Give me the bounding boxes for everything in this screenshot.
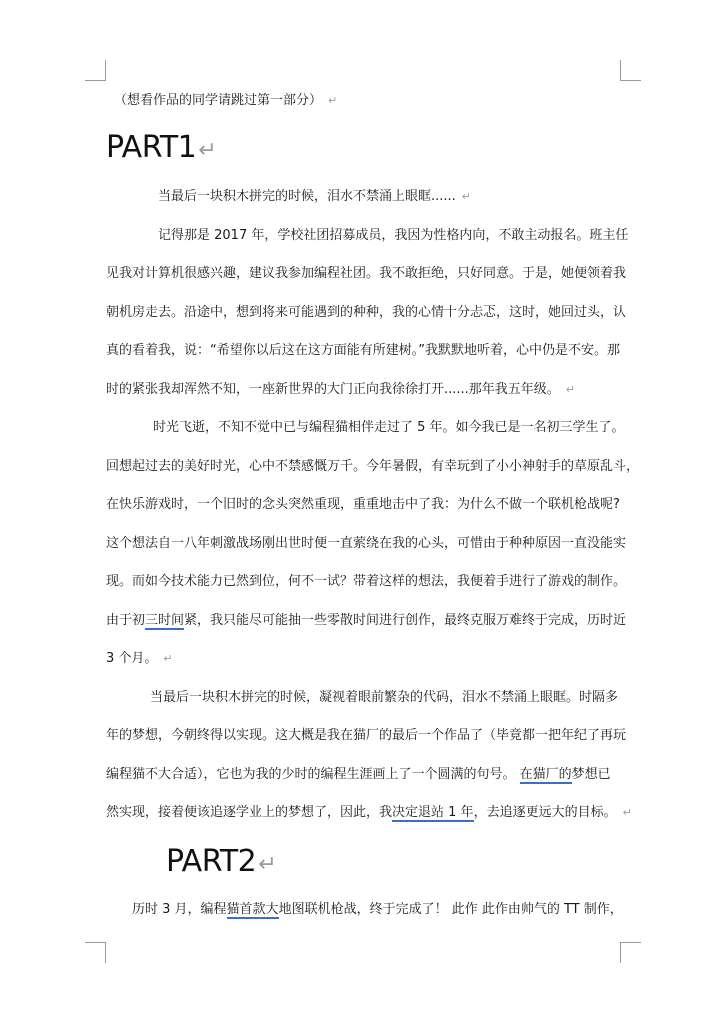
- grammar-underline[interactable]: 猫首款大: [226, 902, 279, 917]
- paragraph-4-line-4: [106, 803, 632, 823]
- paragraph-1: [158, 187, 471, 207]
- paragraph-4-line-2: 年的梦想，今朝终得以实现。这大概是我在猫厂的最后一个作品了（毕竟都一把年纪了再玩: [106, 728, 627, 743]
- note-text: （想看作品的同学请跳过第一部分）: [114, 93, 323, 108]
- paragraph-2-line-3: 朝机房走去。沿途中，想到将来可能遇到的种种，我的心情十分忐忑，这时，她回过头，认: [106, 305, 627, 320]
- part1-heading: [106, 130, 216, 169]
- paragraph-1-text: 当最后一块积木拼完的时候，泪水不禁涌上眼眶......: [158, 189, 456, 204]
- paragraph-mark-icon: ↵: [622, 806, 632, 819]
- paragraph-3-line-4: 这个想法自一八年刺激战场刚出世时便一直萦绕在我的心头，可惜由于种种原因一直没能实: [106, 536, 627, 551]
- paragraph-mark-icon: ↵: [198, 138, 217, 163]
- page-corner-mark-top-left: [85, 60, 106, 81]
- paragraph-5-line-1: [132, 900, 623, 920]
- paragraph-3-line-3: 在快乐游戏时，一个旧时的念头突然重现，重重地击中了我：为什么不做一个联机枪战呢?: [106, 497, 620, 512]
- paragraph-4-line-3: [106, 765, 611, 785]
- paragraph-3-line-6: [106, 611, 626, 631]
- page-corner-mark-bottom-left: [85, 942, 106, 963]
- paragraph-2-line-4: 真的看着我，说：“希望你以后这在这方面能有所建树。”我默默地听着，心中仍是不安。那: [106, 343, 620, 358]
- grammar-underline[interactable]: 在猫厂的: [519, 767, 572, 782]
- paragraph-3-line-2: 回想起过去的美好时光，心中不禁感慨万千。今年暑假，有幸玩到了小小神射手的草原乱斗，: [106, 459, 640, 474]
- paragraph-mark-icon: ↵: [163, 652, 173, 665]
- paragraph-mark-icon: ↵: [328, 94, 338, 107]
- text-run: 梦想已: [571, 767, 611, 782]
- paragraph-mark-icon: ↵: [461, 190, 472, 203]
- text-run: 紧，我只能尽可能抽一些零散时间进行创作，最终克服万难终于完成，历时近: [184, 613, 627, 628]
- note-line: [114, 91, 337, 111]
- paragraph-4-line-1: 当最后一块积木拼完的时候，凝视着眼前繁杂的代码，泪水不禁涌上眼眶。时隔多: [150, 690, 619, 705]
- text-run: ，去追逐更远大的目标。: [473, 805, 617, 820]
- grammar-underline[interactable]: 三时间: [145, 613, 185, 628]
- paragraph-2-line-5: [106, 380, 575, 400]
- paragraph-2-line-2: 见我对计算机很感兴趣，建议我参加编程社团。我不敢拒绝，只好同意。于是，她便领着我: [106, 266, 627, 281]
- page-corner-mark-bottom-right: [620, 942, 641, 963]
- text-run: 编程猫不大合适），它也为我的少时的编程生涯画上了一个圆满的句号。: [106, 767, 520, 782]
- paragraph-2-line-5-text: 时的紧张我却浑然不知，一座新世界的大门正向我徐徐打开......那年我五年级。: [106, 382, 560, 397]
- text-run: 然实现，接着便该追逐学业上的梦想了，因此，我: [106, 805, 393, 820]
- page-corner-mark-top-right: [620, 60, 641, 81]
- text-run: 由于初: [106, 613, 146, 628]
- text-run: 历时 3 月，编程: [132, 902, 227, 917]
- part2-heading-text: PART2: [166, 844, 257, 879]
- paragraph-3-line-7-text: 3 个月。: [106, 651, 158, 666]
- grammar-underline[interactable]: 决定退站 1 年: [392, 805, 474, 820]
- part2-heading: [166, 844, 276, 883]
- paragraph-3-line-1: 时光飞逝，不知不觉中已与编程猫相伴走过了 5 年。如今我已是一名初三学生了。: [153, 420, 625, 435]
- paragraph-3-line-5: 现。而如今技术能力已然到位，何不一试？带着这样的想法，我便着手进行了游戏的制作。: [106, 574, 627, 589]
- part1-heading-text: PART1: [106, 130, 197, 165]
- paragraph-2-line-1: 记得那是 2017 年，学校社团招募成员，我因为性格内向，不敢主动报名。班主任: [158, 228, 629, 243]
- paragraph-3-line-7: [106, 649, 173, 669]
- paragraph-mark-icon: ↵: [258, 852, 277, 877]
- paragraph-mark-icon: ↵: [565, 383, 576, 396]
- text-run: 地图联机枪战，终于完成了！ 此作 此作由帅气的 TT 制作，: [278, 902, 623, 917]
